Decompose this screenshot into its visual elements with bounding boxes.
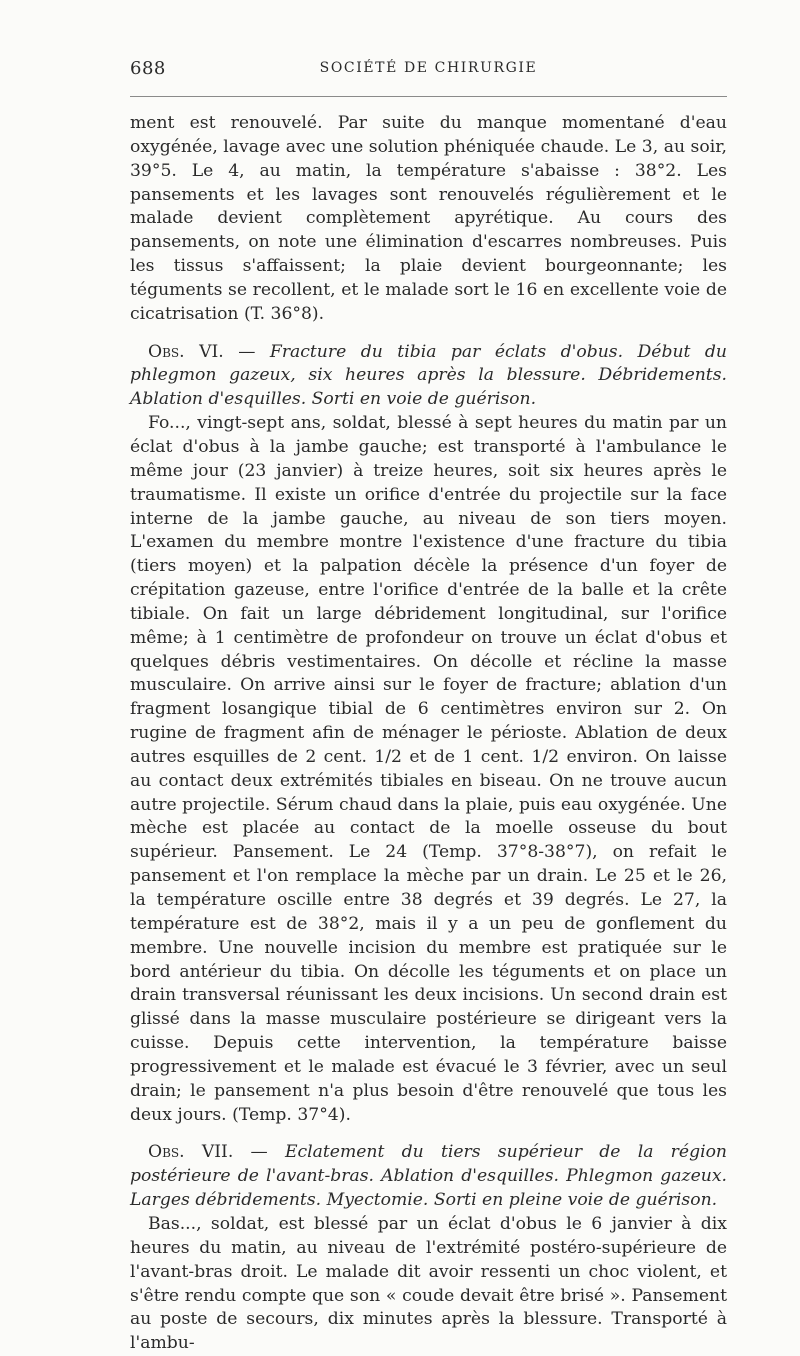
observation-label: Obs. VI. — xyxy=(148,341,256,362)
header-rule xyxy=(130,96,727,97)
observation-title: Fracture du tibia par éclats d'obus. Début du phlegmon gazeux, six heures après la blessure. Débridements. Ablation d'esquilles. Sorti en voie de guérison. xyxy=(130,341,728,410)
body-text xyxy=(130,112,727,1356)
observation-heading xyxy=(130,1141,727,1213)
observation-heading xyxy=(130,341,727,413)
observation-label: Obs. VII. — xyxy=(148,1142,268,1163)
paragraph: Fo..., vingt-sept ans, soldat, blessé à sept heures du matin par un éclat d'obus à la jambe gauche; est transporté à l'ambulance le même jour (23 janvier) à treize heures, soit six heures après le traumatisme. Il existe un orifice d'entrée du projectile sur la face interne de la jambe gauche, au niveau de son tiers moyen. L'examen du membre montre l'existence d'une fracture du tibia (tiers moyen) et la palpation décèle la présence d'un foyer de crépitation gazeuse, entre l'orifice d'entrée de la balle et la crête tibiale. On fait un large débridement longitudinal, sur l'orifice même; à 1 centimètre de profondeur on trouve un éclat d'obus et quelques débris vestimentaires. On décolle et récline la masse musculaire. On arrive ainsi sur le foyer de fracture; ablation d'un fragment losangique tibial de 6 centimètres environ sur 2. On rugine de fragment afin de ménager le périoste. Ablation de deux autres esquilles de 2 cent. 1/2 et de 1 cent. 1/2 environ. On laisse au contact deux extrémités tibiales en biseau. On ne trouve aucun autre projectile. Sérum chaud dans la plaie, puis eau oxygénée. Une mèche est placée au contact de la moelle osseuse du bout supérieur. Pansement. Le 24 (Temp. 37°8-38°7), on refait le pansement et l'on remplace la mèche par un drain. Le 25 et le 26, la température oscille entre 38 degrés et 39 degrés. Le 27, la température est de 38°2, mais il y a un peu de gonflement du membre. Une nouvelle incision du membre est pratiquée sur le bord antérieur du tibia. On décolle les téguments et on place un drain transversal réunissant les deux incisions. Un second drain est glissé dans la masse musculaire postérieure se dirigeant vers la cuisse. Depuis cette intervention, la température baisse progressivement et le malade est évacué le 3 février, avec un seul drain; le pansement n'a plus besoin d'être renouvelé que tous les deux jours. (Temp. 37°4). xyxy=(130,413,727,1125)
observation-title: Eclatement du tiers supérieur de la région postérieure de l'avant-bras. Ablation d'esquilles. Phlegmon gazeux. Larges débridements. Myectomie. Sorti en pleine voie de guérison. xyxy=(130,1142,727,1211)
running-head: SOCIÉTÉ DE CHIRURGIE xyxy=(319,60,538,76)
paragraph-continued: ment est renouvelé. Par suite du manque momentané d'eau oxygénée, lavage avec une solution phéniquée chaude. Le 3, au soir, 39°5. Le 4, au matin, la température s'abaisse : 38°2. Les pansements et les lavages sont renouvelés régulièrement et le malade devient complètement apyrétique. Au cours des pansements, on note une élimination d'escarres nombreuses. Puis les tissus s'affaissent; la plaie devient bourgeonnante; les téguments se recollent, et le malade sort le 16 en excellente voie de cicatrisation (T. 36°8). xyxy=(130,113,727,324)
section-gap xyxy=(130,1127,727,1141)
paragraph: Bas..., soldat, est blessé par un éclat d'obus le 6 janvier à dix heures du matin, au niveau de l'extrémité postéro-supérieure de l'avant-bras droit. Le malade dit avoir ressenti un choc violent, et s'être rendu compte que son « coude devait être brisé ». Pansement au poste de secours, dix minutes après la blessure. Transporté à l'ambu- xyxy=(130,1213,727,1354)
page-number: 688 xyxy=(130,58,166,79)
section-gap xyxy=(130,327,727,341)
page-header xyxy=(130,58,727,82)
